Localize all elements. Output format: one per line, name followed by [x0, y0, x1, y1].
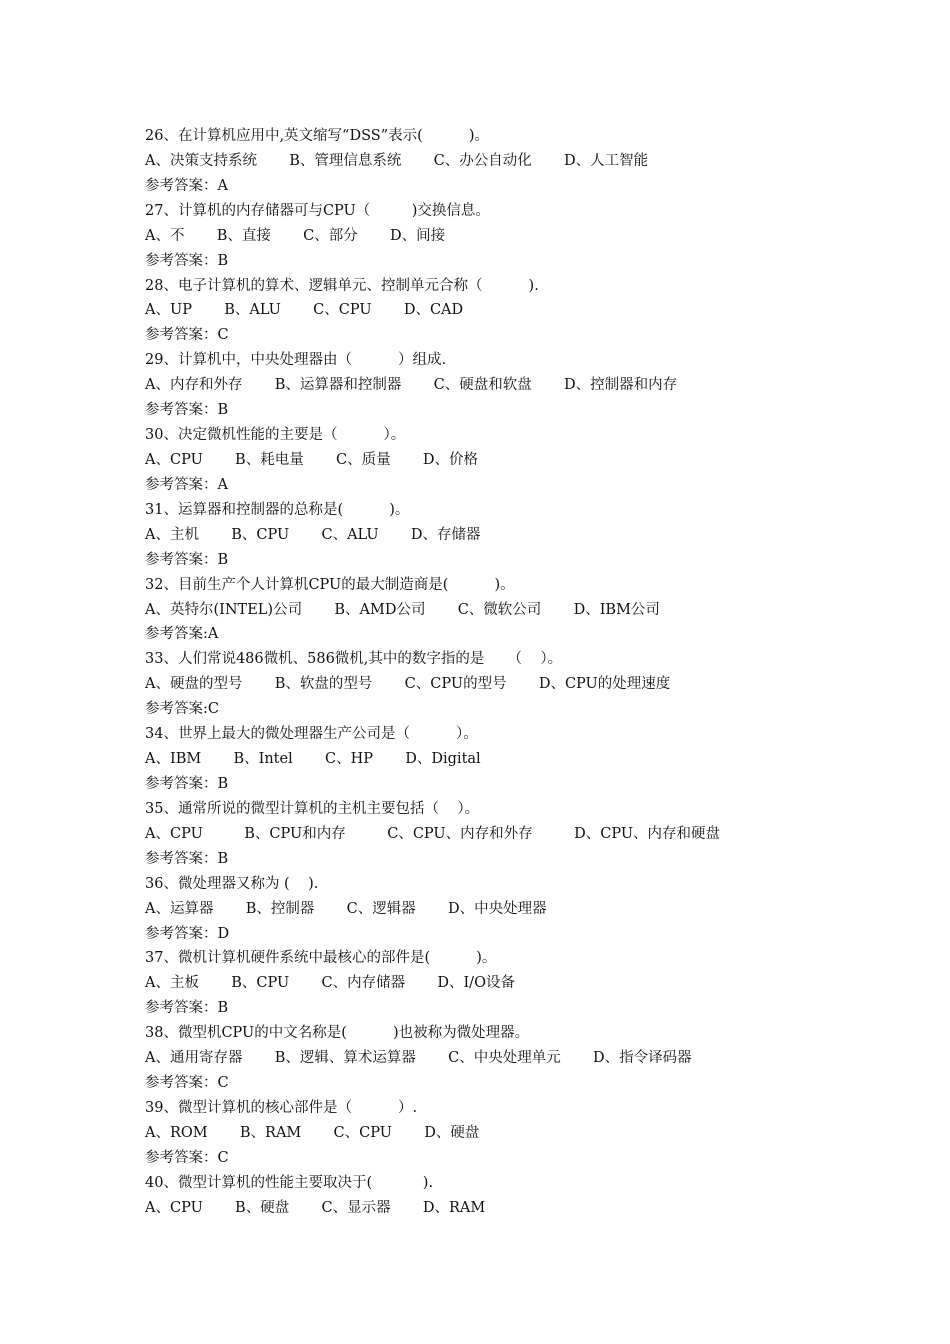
question-text: 35、通常所说的微型计算机的主机主要包括（ ）。 [145, 800, 480, 817]
question-answer: 参考答案：B [145, 252, 229, 269]
question-text: 34、世界上最大的微处理器生产公司是（ ）。 [145, 726, 478, 743]
question-answer: 参考答案：D [145, 925, 230, 942]
question-options: A、通用寄存器 B、逻辑、算术运算器 C、中央处理单元 D、指令译码器 [145, 1050, 692, 1067]
question-answer: 参考答案：A [145, 177, 228, 194]
question-options: A、内存和外存 B、运算器和控制器 C、硬盘和软盘 D、控制器和内存 [145, 377, 678, 394]
question-text: 32、目前生产个人计算机CPU的最大制造商是( )。 [145, 576, 515, 593]
question-answer: 参考答案：C [145, 327, 229, 344]
question-text: 26、在计算机应用中,英文缩写“DSS”表示( )。 [145, 128, 490, 144]
question-options: A、CPU B、CPU和内存 C、CPU、内存和外存 D、CPU、内存和硬盘 [145, 825, 721, 842]
question-options: A、CPU B、硬盘 C、显示器 D、RAM [145, 1199, 486, 1216]
question-answer: 参考答案：B [145, 1000, 229, 1017]
question-answer: 参考答案：B [145, 551, 229, 568]
question-options: A、UP B、ALU C、CPU D、CAD [145, 302, 464, 319]
question-text: 33、人们常说486微机、586微机,其中的数字指的是 （ ）。 [145, 651, 563, 668]
question-options: A、硬盘的型号 B、软盘的型号 C、CPU的型号 D、CPU的处理速度 [145, 676, 671, 693]
question-text: 38、微型机CPU的中文名称是( )也被称为微处理器。 [145, 1025, 530, 1042]
question-options: A、英特尔(INTEL)公司 B、AMD公司 C、微软公司 D、IBM公司 [145, 601, 660, 618]
question-options: A、决策支持系统 B、管理信息系统 C、办公自动化 D、人工智能 [145, 152, 649, 169]
question-text: 28、电子计算机的算术、逻辑单元、控制单元合称（ ). [145, 277, 539, 294]
question-text: 37、微机计算机硬件系统中最核心的部件是( )。 [145, 950, 497, 967]
question-options: A、IBM B、Intel C、HP D、Digital [145, 751, 481, 768]
question-options: A、不 B、直接 C、部分 D、间接 [145, 227, 446, 244]
question-options: A、主板 B、CPU C、内存储器 D、I/O设备 [145, 975, 515, 992]
question-answer: 参考答案：B [145, 402, 229, 419]
question-text: 39、微型计算机的核心部件是（ ）. [145, 1099, 418, 1116]
question-text: 36、微处理器又称为 ( ). [145, 875, 319, 892]
question-options: A、运算器 B、控制器 C、逻辑器 D、中央处理器 [145, 900, 547, 917]
question-text: 31、运算器和控制器的总称是( )。 [145, 501, 410, 518]
question-answer: 参考答案：C [145, 1149, 229, 1166]
question-answer: 参考答案：B [145, 850, 229, 867]
question-text: 29、计算机中，中央处理器由（ ）组成. [145, 352, 447, 369]
question-answer: 参考答案:A [145, 626, 219, 643]
question-options: A、CPU B、耗电量 C、质量 D、价格 [145, 451, 478, 468]
question-options: A、主机 B、CPU C、ALU D、存储器 [145, 526, 481, 543]
question-list [145, 124, 865, 1221]
question-answer: 参考答案：A [145, 476, 228, 493]
question-options: A、ROM B、RAM C、CPU D、硬盘 [145, 1124, 480, 1141]
question-answer: 参考答案:C [145, 701, 219, 718]
question-text: 30、决定微机性能的主要是（ ）。 [145, 427, 406, 444]
question-answer: 参考答案：B [145, 775, 229, 792]
question-answer: 参考答案：C [145, 1075, 229, 1092]
question-text: 27、计算机的内存储器可与CPU（ )交换信息。 [145, 202, 490, 219]
question-text: 40、微型计算机的性能主要取决于( ). [145, 1174, 434, 1191]
